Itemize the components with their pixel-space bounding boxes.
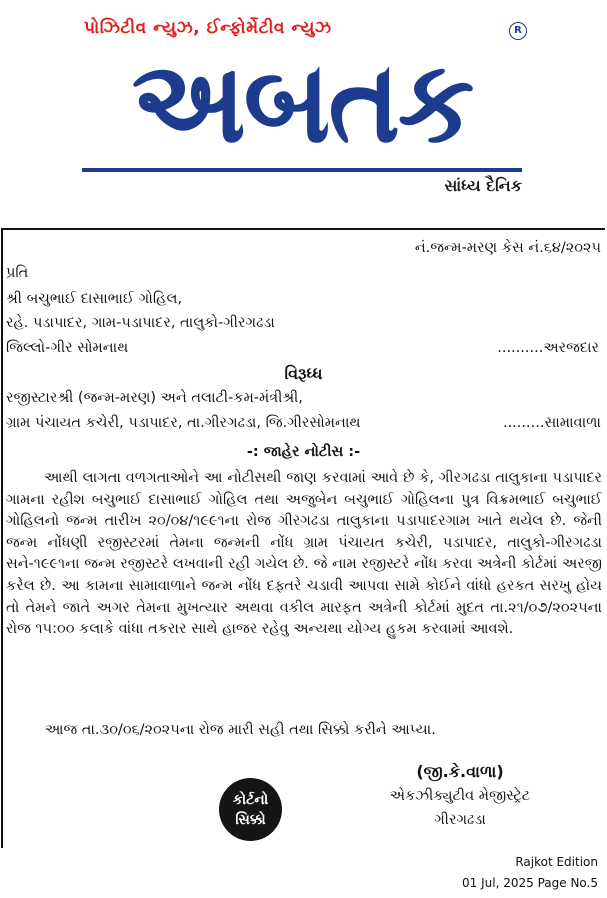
date-page-label: 01 Jul, 2025 Page No.5: [462, 876, 598, 890]
masthead-subtitle: સાંધ્ય દૈનિક: [444, 176, 522, 195]
seal-text-line-2: સિક્કો: [235, 811, 266, 828]
newspaper-logo: અબતક: [131, 36, 473, 169]
versus-heading: વિરૂધ્ધ: [284, 364, 323, 383]
court-seal: [219, 778, 282, 841]
signatory-title: એકઝીક્યુટીવ મેજીસ્ટ્રેટ: [389, 788, 531, 804]
notice-body: આથી લાગતા વળગતાઓને આ નોટીસથી જાણ કરવામાં આવે છે કે, ગીરગઢડા તાલુકાના પડાપાદર ગામના રહીશ બચુભાઈ દાસાભાઈ ગોહિલ તથા અજુબેન બચુભાઈ ગોહિલના પુત્ર વિક્રમભાઈ બચુભાઈ ગોહિલનો જન્મ તારીખ ૨૦/૦૪/૧૯૯૧ના રોજ ગીરગઢડા તાલુકાના પડાપાદરગામ ખાતે થયેલ છે. જેની જન્મ નોંધણી રજીસ્ટરમાં તેમના જન્મની નોંધ ગ્રામ પંચાયત કચેરી, પડાપાદર, તાલુકો-ગીરગઢડા સને-૧૯૯૧ના જન્મ રજીસ્ટરે લખવાની રહી ગયેલ છે. જે નામ રજીસ્ટરે નોંધ કરવા અત્રેની કોર્ટમાં અરજી કરેલ છે. આ કામના સામાવાળાને જન્મ નોંધ દફ્તરે ચડાવી આપવા સામે કોઈને વાંધો હરકત સરખુ હોય તો તેમને જાતે અગર તેમના મુખત્યાર અથવા વકીલ મારફત અત્રેની કોર્ટમાં મુદત તા.૨૧/૦૭/૨૦૨૫ના રોજ ૧૫:૦૦ કલાકે વાંધા તકરાર સાથે હાજર રહેવુ અન્યથા યોગ્ય હુકમ કરવામાં આવશે.: [6, 470, 602, 638]
seal-text-line-1: કોર્ટનો: [232, 791, 269, 808]
edition-label: Rajkot Edition: [515, 855, 598, 869]
date-line: આજ તા.૩૦/૦૬/૨૦૨૫ના રોજ મારી સહી તથા સિક્કો કરીને આપ્યા.: [45, 722, 436, 738]
logo-underline: [82, 168, 522, 172]
applicant-address: રહે. પડાપાદર, ગામ-પડાપાદર, તાલુકો-ગીરગઢડા: [6, 315, 275, 331]
applicant-district: જિલ્લો-ગીર સોમનાથ: [6, 340, 129, 356]
masthead-tagline: પોઝિટીવ ન્યુઝ, ઈન્ફોર્મેટીવ ન્યુઝ: [84, 18, 332, 38]
signatory-place: ગીરગઢડા: [434, 812, 486, 828]
signatory-name: (જી.કે.વાળા): [416, 762, 504, 781]
case-number: નં.જન્મ-મરણ કેસ નં.૬૪/૨૦૨૫: [414, 240, 601, 256]
registered-trademark-icon: R: [509, 22, 527, 40]
respondent-line-1: રજીસ્ટારશ્રી (જન્મ-મરણ) અને તલાટી-કમ-મંત્રીશ્રી,: [6, 390, 303, 406]
to-label: પ્રતિ: [6, 265, 29, 281]
applicant-name: શ્રી બચુભાઈ દાસાભાઈ ગોહિલ,: [6, 291, 183, 307]
newspaper-masthead: [0, 0, 607, 215]
respondent-line-2: ગ્રામ પંચાયત કચેરી, પડાપાદર, તા.ગીરગઢડા, જિ.ગીરસોમનાથ: [6, 415, 361, 431]
applicant-role: ..........અરજદાર: [497, 340, 599, 356]
notice-heading: -: જાહેર નોટીસ :-: [246, 444, 361, 460]
respondent-role: .........સામાવાળા: [502, 415, 601, 431]
